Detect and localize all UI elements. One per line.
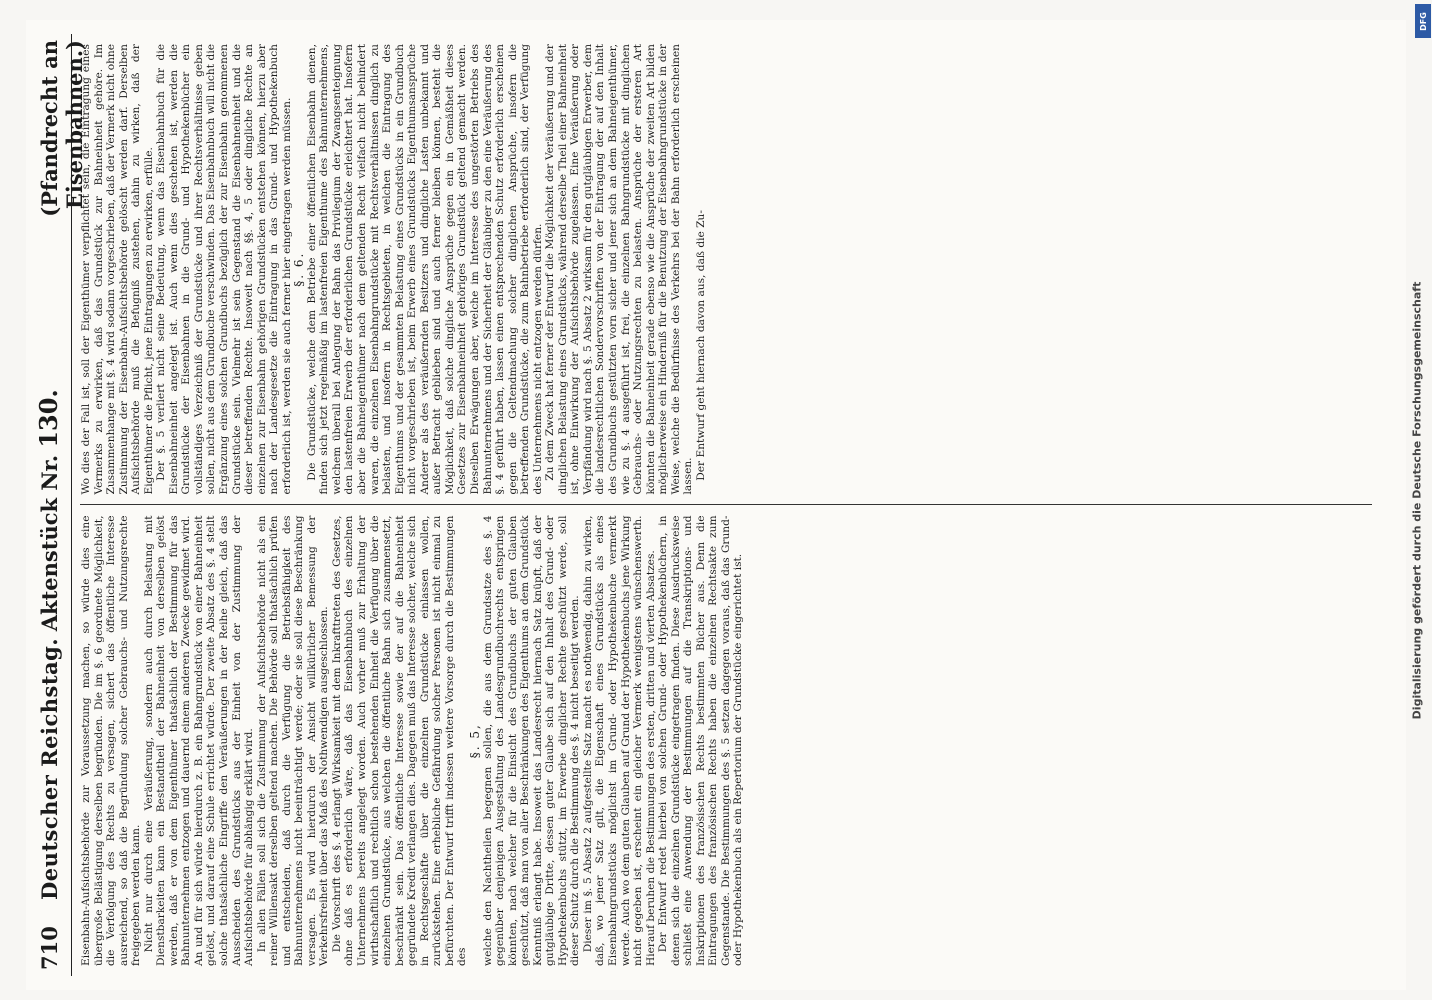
running-head-title: Deutscher Reichstag. [37,637,62,900]
running-head [34,34,87,976]
digitization-credit [1408,20,1426,980]
digitization-credit-text: Digitalisierung gefördert durch die Deutsche Forschungsgemeinschaft [1410,281,1424,719]
document-number: 130. [34,389,63,448]
page-number: 710 [37,926,62,970]
paragraph: Die Vorschrift des §. 4 erlangt Wirksamkeit mit dem Inkrafttreten des Gesetzes, ohne daß es erforderlich wäre, daß das Eisenbahnbuch des einzelnen Unternehmens bereits angelegt worden. Auch vorher muß zur Erhaltung der wirthschaftlich und rechtlich schon bestehenden Einheit die Verfügung über die einzelnen Grundstücke, aus welchen die öffentliche Bahn sich zusammensetzt, beschränkt sein. Das öffentliche Interesse sowie der auf die Bahneinheit gegründete Kredit verlangen dies. Dagegen muß das Interesse solcher, welche sich in Rechtsgeschäfte über die einzelnen Grundstücke einlassen wollen, zurückstehen. Eine erhebliche Gefährdung solcher Personen ist nicht einmal zu befürchten. Der Entwurf trifft indessen weitere Vorsorge durch die Bestimmungen des [330,515,469,966]
paragraph: welche den Nachtheilen begegnen sollen, die aus dem Grundsatze des §. 4 gegenüber denjenigen Ausgestaltung des Landesgrundbuchrechts entspringen könnten, nach welcher für die Einsicht des Grundbuchs der guten Glauben geschützt, daß man von aller Beschränkungen des Eigenthums an dem Grundstück Kenntniß erlangt habe. Insoweit das Landesrecht hiernach Satz knüpft, daß der gutgläubige Dritte, dessen guter Glaube sich auf den Inhalt des Grund- oder Hypothekenbuchs stützt, im Erwerbe dinglicher Rechte geschützt werde, soll dieser Schutz durch die Bestimmung des §. 4 nicht beseitigt werden. [481,515,582,966]
paragraph: Der §. 5 verliert nicht seine Bedeutung, wenn das Eisenbahnbuch für die Eisenbahneinheit angelegt ist. Auch wenn dies geschehen ist, werden die Grundstücke der Eisenbahnen in die Grund- und Hypothekenbücher ein vollständiges Verzeichniß der Grundstücke und ihrer Rechtsverhältnisse geben sollen, nicht aus dem Grundbuche verschwinden. Das Eisenbahnbuch will nicht die Ergänzung eines solchen Grundbuchs bezüglich der zur Eisenbahn genommenen Grundstücke sein. Vielmehr ist sein Gegenstand die Eisenbahneinheit und die dieser betreffenden Rechte. Insoweit nach §§. 4, 5 oder dingliche Rechte an einzelnen zur Eisenbahn gehörigen Grundstücken entstehen können, hierzu aber nach der Landesgesetze die Eintragung in das Grund- und Hypothekenbuch erforderlich ist, werden sie auch ferner hier eingetragen werden müssen. [155,44,293,495]
running-head-document [34,309,63,632]
paragraph: In allen Fällen soll sich die Zustimmung der Aufsichtsbehörde nicht als ein reiner Willensakt derselben geltend machen. Die Behörde soll thatsächlich prüfen und entscheiden, daß durch die Verfügung die Betriebsfähigkeit des Bahnunternehmens nicht beeinträchtigt werde; oder sie soll diese Beschränkung versagen. Es wird hierdurch der Ansicht willkürlicher Bemessung der Verkehrsfreiheit über das Maß des Nothwendigen ausgeschlossen. [255,515,331,966]
right-column [76,34,1376,505]
column-divider [80,505,1372,506]
document-page [26,20,1406,990]
text-columns [76,34,1376,976]
section-heading: §. 5, [467,723,482,759]
section-heading: §. 6. [292,251,307,287]
paragraph: Die Grundstücke, welche dem Betriebe einer öffentlichen Eisenbahn dienen, finden sich jetzt regelmäßig im lastenfreien Eigenthume des Bahnunternehmens, welchem überall bei Anlegung der Bahn das Privilegium der Zwangsenteignung den lastenfreien Erwerb der erforderlichen Grundstücke erleichtert hat. Insofern aber die Bahneigenthümer nach dem geltenden Recht vielfach nicht behindert waren, die einzelnen Eisenbahngrundstücke mit Rechtsverhältnissen dinglich zu belasten, und insofern in Rechtsgebieten, in welchen die Eintragung des Eigenthums und der gesammten Belastung eines Grundstücks in ein Grundbuch nicht vorgeschrieben ist, beim Erwerb eines Grundstücks Eigenthumsansprüche Anderer als des veräußernden Besitzers und dingliche Lasten unbekannt und außer Betracht geblieben sind und auch ferner bleiben können, besteht die Möglichkeit, daß solche dingliche Ansprüche gegen ein in Gemäßheit dieses Gesetzes zur Eisenbahneinheit gehöriges Grundstück geltend gemacht werden. Dieselben Erwägungen aber, welche im Interesse des ungestörten Betriebs des Bahnunternehmens und der Sicherheit der Gläubiger zu den eine Veräußerung des §. 4 geführt haben, lassen einen entsprechenden Schutz erforderlich erscheinen gegen die Geltendmachung solcher dinglichen Ansprüche, insofern die betreffenden Grundstücke, die zum Bahnbetriebe erforderlich sind, der Verfügung des Unternehmens nicht entzogen werden dürfen. [305,44,544,495]
paragraph: Wo dies der Fall ist, soll der Eigenthümer verpflichtet sein, die Eintragung eines Vermerks zu erwirken, daß das Grundstück zur Bahneinheit gehöre. Im Zusammenhange mit §. 4 wird sodann vorgeschrieben, daß der Vermerk nicht ohne Zustimmung der Eisenbahn-Aufsichtsbehörde gelöscht werden darf. Derselben Aufsichtsbehörde muß die Befugniß zustehen, dahin zu wirken, daß der Eigenthümer die Pflicht, jene Eintragungen zu erwirken, erfülle. [80,44,155,495]
paragraph: Eisenbahn-Aufsichtsbehörde zur Voraussetzung machen, so würde dies eine übergroße Belästigung derselben begründen. Die im §. 6 geordnete Möglichkeit, die Verfolgung des Rechts zu versagen, sichert das öffentliche Interesse ausreichend, so daß die Begründung solcher Gebrauchs- und Nutzungsrechte freigegeben werden kann. [80,515,143,966]
paragraph: Zu dem Zweck hat ferner der Entwurf die Möglichkeit der Veräußerung und der dinglichen Belastung eines Grundstücks, während derselbe Theil einer Bahneinheit ist, ohne Einwirkung der Aufsichtsbehörde zugelassen. Eine Veräußerung oder Verpfändung wird nach §. 5 Absatz 2 wirksam für den gutgläubigen Erwerber, dem die landesrechtlichen Sondervorschriften von der Eintragung der auf den Inhalt des Grundbuchs gestützten vorn sicher und jener sich an dem Bahneigenthümer, wie zu §. 4 ausgeführt ist, frei, die einzelnen Bahngrundstücke mit dinglichen Gebrauchs- oder Nutzungsrechten zu belasten. Ansprüche der ersteren Art könnten die Bahneinheit gerade ebenso wie die Ansprüche der zweiten Art bilden möglicherweise ein Hinderniß für die Benutzung der Eisenbahngrundstücke in der Weise, welche die Bedürfnisse des Verkehrs bei der Bahn erforderlich erscheinen lassen. [544,44,695,495]
paragraph: Nicht nur durch eine Veräußerung, sondern auch durch Belastung mit Dienstbarkeiten kann ein Bestandtheil der Bahneinheit von derselben gelöst werden, daß er von dem Eigenthümer thatsächlich der Bestimmung für das Bahnunternehmen entzogen und dauernd einem anderen Zwecke gewidmet wird. An und für sich würde hierdurch z. B. ein Bahngrundstück von einer Bahneinheit gelöst, und darauf eine Schule errichtet würde. Der zweite Absatz des §. 4 stellt solche thatsächliche Eingriffe den Veräußerungen in der Reihe gleich, daß das Ausscheiden des Grundstücks aus der Einheit von der Zustimmung der Aufsichtsbehörde für abhängig erklärt wird. [142,515,256,966]
dfg-logo-text: DFG [1418,11,1428,31]
paragraph: Der Entwurf redet hierbei von solchen Grund- oder Hypothekenbüchern, in denen sich die einzelnen Grundstücke eingetragen finden. Diese Ausdrucksweise schließt eine Anwendung der Bestimmungen auf die Transkriptions- und Inskriptionen des französischen Rechts bestimmten Bücher aus. Denn die Eintragungen des französischen Rechts haben die einzelnen Rechtsakte zum Gegenstande. Die Bestimmungen des §. 5 setzen dagegen voraus, daß das Grund- oder Hypothekenbuch als ein Repertorium der Grundstücke eingerichtet ist. [657,515,745,966]
paragraph: Dieser im §. 5 Absatz 2 aufgestellte Satz macht es nothwendig, dahin zu wirken, daß, wo jener Satz gilt, die Eigenschaft eines Grundstücks als eines Eisenbahngrundstücks möglichst im Grund- oder Hypothekenbuche vermerkt werde. Auch wo dem guten Glauben auf Grund der Hypothekenbuchs jene Wirkung nicht gegeben ist, erscheint ein gleicher Vermerk wenigstens wünschenswerth. Hierauf beruhen die Bestimmungen des ersten, dritten und vierten Absatzes. [581,515,657,966]
paragraph: Der Entwurf geht hiernach davon aus, daß die Zu- [694,210,707,481]
document-prefix: Aktenstück Nr. [37,454,62,632]
left-column [76,506,1376,977]
running-head-subject: (Pfandrecht an Eisenbahnen.) [37,40,87,217]
